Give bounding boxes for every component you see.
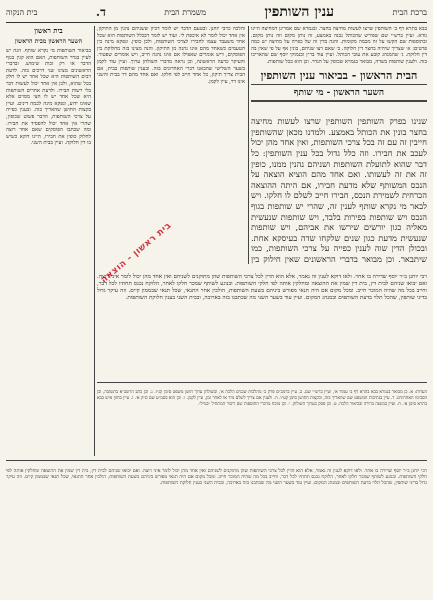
page-title: ענין השותפין <box>264 3 335 20</box>
main-text-block <box>251 108 427 264</box>
footnotes-bottom <box>6 464 427 594</box>
footnote-divider <box>97 382 427 383</box>
column-divider <box>94 26 95 456</box>
main-text: שנינו בפרק השותפין השותפין שרצו לעשות מחיצה בחצר בונין את הכותל באמצע. ולמדנו מכאן שהשותפין חייבין זה עם זה בכל צרכי השותפות, ואין אחד מהן יכול לעכב את חבירו. וזה כלל גדול בכל ענין השותפין: כל דבר שהוא לתועלת השותפות ושניהם נהנין ממנו, כופין זה את זה לעשותו. ואם אחד מהם הוציא הוצאה על הנכס המשותף שלא מדעת חבירו, אם היתה ההוצאה הכרחית לשמירת הנכס, חבירו חייב לשלם לו חלקו. ויש לבאר מי נקרא שותף לענין זה, שהרי יש שותפות בגוף הנכס ויש שותפות בפירות בלבד, ויש שותפות שנעשית מאליה כגון יורשים שירשו את אביהם, ויש שותפות שנעשית מדעת כגון שנים שלקחו שדה בעיסקא אחת. ובכולן הדין שוה לענין כפייה על צרכי השותפות, כמו שיתבאר. וכן מבואר בדברי הראשונים שאין חילוק בין <box>251 116 427 264</box>
left-commentary-text: בביאור השותפות מי נקרא שותף. הנה יש לעיין בגדר השותפות, האם הוא קנין בגוף הדבר או רק זכות שימוש. ובדברי הראשונים מצינו שני דרכים בזה. לדעת רבים השותפות היא שכל אחד יש לו חלק בכל שהוא, ולכן אין אחד יכול לעשות דבר בלי רשות חבירו. ולדעת אחרים השותפות היא שכל אחד יש לו חצי מסוים אלא שאינו ידוע, ונפקא מינה לכמה דינים. ועיין בקצות החושן שהאריך בזה. ובענין כפייה על צרכי השותפות, הדבר פשוט שכופין, שהרי אין אחד יכול להפסיד את חבירו. ומה שכתבו הפוסקים שאם אחד רוצה לחלוק כופין את חבירו, היינו דוקא כשיש בו דין חלוקה. ועיין בבית השני. <box>6 48 91 147</box>
left-column-heading: בית ראשון <box>34 26 63 35</box>
header-rule <box>6 22 427 23</box>
left-running-header: בית הנקוה <box>6 7 38 17</box>
main-section-subtitle: השער הראשון - מי שותף <box>251 85 427 101</box>
lower-commentary <box>97 268 427 378</box>
red-stamp: בית ראשון - הוצאה <box>99 220 174 286</box>
footnotes-bottom-text: רבי יוחנן ב״ר יוסף שדירה בו אחר. ולאו דוקא לענין זה נאמר, אלא הוא הדין לכל צרכי השותפות שהן מתוקנים לשניהם ואין אחד מהן יכול לומר איני רוצה. ואם יבואו שניהם לבית דין, בית דין שמין את ההוצאה ומחלקין אותה לפי חלקי השותפות. ובנוגע לשותף שמכר חלקו לאחר, הלוקח נכנס תחתיו לכל דבר, וחייב בכל מה שהיה המוכר חייב. ומכל מקום אם היה תנאי מפורש ביניהם בשעת השותפות, הולכין אחר התנאי, שכל תנאי שבממון קיים. וזה עיקר גדול בדיני שותפין, שהכל תלוי בדעת השותפים ובמנהג המקום. ועיין עוד בשער השני מה שכתבנו בזה בארוכה, ובבית השני בענין חלוקת השותפות. <box>6 468 427 486</box>
left-commentary <box>6 26 91 456</box>
bottom-divider <box>6 460 427 461</box>
footnotes-upper-text: הערות: א. כן מבואר בגמרא בבא בתרא דף ב׳ עמוד א׳, ועיין ברש״י שם. ב. עיין ברמב״ם פרק ב׳ מהלכות שכנים הלכה א׳, ובשולחן ערוך חושן משפט סימן קנ״ז. ג. וכן כתב הרשב״א בתשובה, וכן הסכימו האחרונים. ד. עיין בנתיבות המשפט שם שהאריך בזה, ובקצות החושן סימן קע״ו. ה. ולענין אם צריך לשלם מיד או לאחר זמן, עיין לקמן. ו. וכן הוא בסמ״ע שם ס״ק א׳. ז. עיין בחזון איש בבא בתרא סימן א׳. ח. ועיין במשנה ברורה ובביאור הלכה. ט. וכן פסק בערוך השולחן. י. וכן מוכח מדברי התוספות שם דיבור המתחיל ״בגויל״. <box>97 390 427 407</box>
center-running-header: משמרת הבית <box>164 7 207 17</box>
main-section-title: הבית הראשון - בביאור ענין השותפין <box>251 66 427 85</box>
left-column-subheading: השער הראשון מבית הראשון <box>14 38 83 45</box>
lower-commentary-text: רבי יוחנן ב״ר יוסף שדירה בו אחר. ולאו דוקא לענין זה נאמר, אלא הוא הדין לכל צרכי השותפות שהן מתוקנים לשניהם ואין אחד מהן יכול לומר איני רוצה. ואם יבואו שניהם לבית דין, בית דין שמין את ההוצאה ומחלקין אותה לפי חלקי השותפות. ובנוגע לשותף שמכר חלקו לאחר, הלוקח נכנס תחתיו לכל דבר, וחייב בכל מה שהיה המוכר חייב. ומכל מקום אם היה תנאי מפורש ביניהם בשעת השותפות, הולכין אחר התנאי, שכל תנאי שבממון קיים. וזה עיקר גדול בדיני שותפין, שהכל תלוי בדעת השותפים ובמנהג המקום. ועיין עוד בשער השני מה שכתבנו בזה בארוכה, ובבית השני בענין חלוקת השותפות. <box>97 273 427 302</box>
page-header <box>6 4 427 20</box>
chapter-number: ד. <box>95 4 106 19</box>
column-divider <box>248 26 249 264</box>
middle-commentary-text: והלכה כרבי יוחנן. ובטעם הדבר יש לומר דכיון ששניהם נהנין מן התיקון, אין אחד יכול לומר לא איכפת לי. ועוד יש לומר דבכלל השותפות הוא שכל אחד משעבד עצמו לחבירו לצרכי השותפות, ולכן כופין. ונפקא מינה בין הטעמים כשאחד מהם אינו נהנה מן התיקון. והנה מצינו בזה מחלוקת בין הפוסקים, דיש אומרים שאפילו אם אינו נהנה חייב, ויש אומרים שפטור. והעיקר כדעה הראשונה, וכן נראה מדברי השולחן ערוך. ועיין עוד לקמן בשער השלישי שהבאנו דברי האחרונים בזה. ובענין שותפות בבית, אם הבית צריך תיקון, כל אחד חייב לפי חלקו. ואם אחד מהם דר בבית והשני אינו דר, עיין לקמן. <box>97 26 245 85</box>
right-commentary-top <box>251 26 427 66</box>
right-commentary-top-text: בבא בתרא דף ב׳ השותפין שרצו לעשות מחיצה בחצר. ובגמרא שם אמרינן דמחיצה היינו גודא. ועיין ברש״י שם שפירש שהכותל נבנה באמצע, זה נותן מקום וזה נותן מקום. ובתוספות שם הקשו על זה מכמה מקומות. והנה בדין זה של כפייה על מחיצה יש כמה פרטים: א׳ שצריך שיהיה בחצר דין חלוקה. ב׳ שאם רצו שניהם, בונין אף על פי שאין בה דין חלוקה. ג׳ שהמנהג קובע את עובי הכותל. ועיין עוד בר״ן ובנמוקי יוסף שם שהאריכו בזה. ולענין שותפות בשדה, מבואר בגמרא שכופין על הגדר. וכן הוא בכל שותפות. <box>251 26 427 65</box>
main-title-box <box>251 66 427 102</box>
footnotes-upper <box>97 386 427 456</box>
right-running-header: ברכת הבית <box>392 7 427 17</box>
